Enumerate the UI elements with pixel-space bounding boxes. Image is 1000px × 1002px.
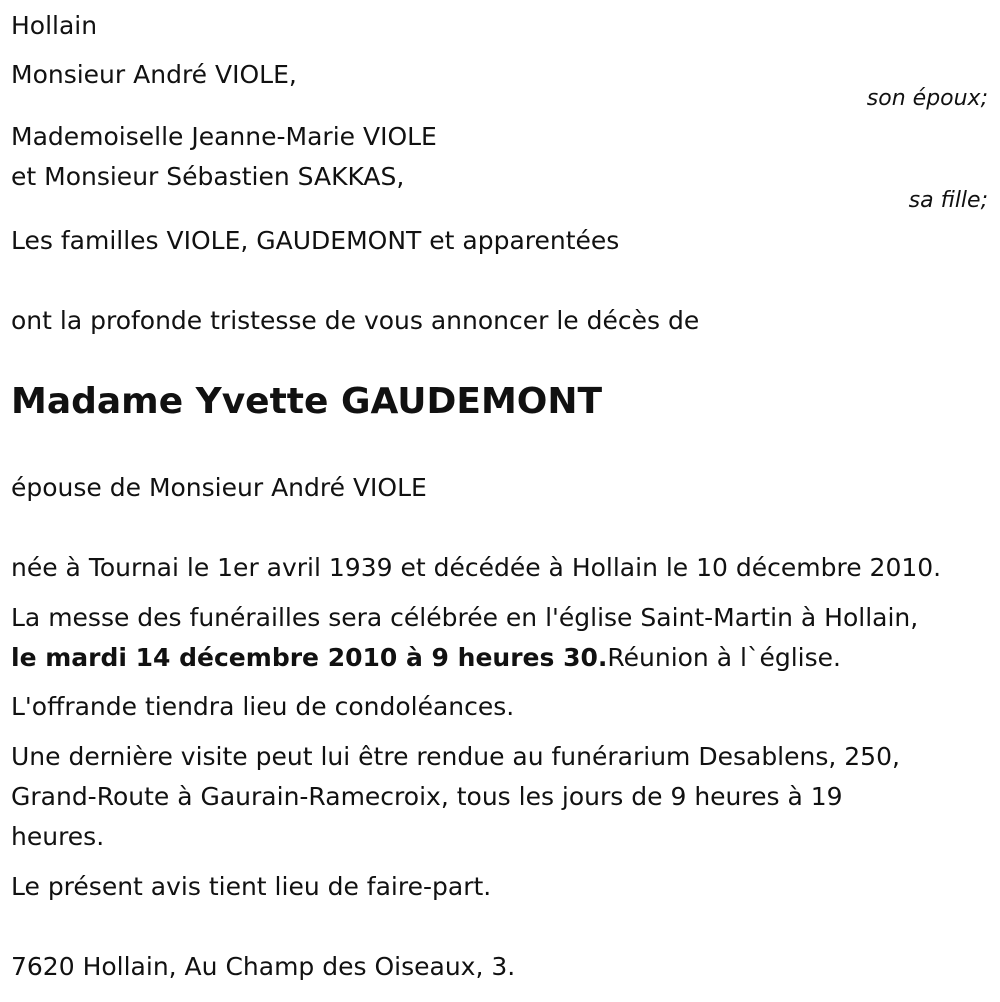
funeral-meeting: Réunion à l`église. <box>607 643 841 672</box>
announcement-text: ont la profonde tristesse de vous annoncer le décès de <box>11 306 700 335</box>
spouse-line: épouse de Monsieur André VIOLE <box>11 473 427 502</box>
funeral-date-line <box>11 643 841 673</box>
birth-death-line: née à Tournai le 1er avril 1939 et décédée à Hollain le 10 décembre 2010. <box>11 553 942 582</box>
visit-line-2: Grand-Route à Gaurain-Ramecroix, tous les jours de 9 heures à 19 <box>11 782 843 811</box>
daughter-partner: et Monsieur Sébastien SAKKAS, <box>11 162 405 191</box>
husband-name: Monsieur André VIOLE, <box>11 60 297 89</box>
place-header: Hollain <box>11 11 98 40</box>
daughter-name: Mademoiselle Jeanne-Marie VIOLE <box>11 122 437 151</box>
funeral-line: La messe des funérailles sera célébrée en l'église Saint-Martin à Hollain, <box>11 603 919 632</box>
daughter-role: sa fille; <box>908 188 988 213</box>
address-line: 7620 Hollain, Au Champ des Oiseaux, 3. <box>11 952 516 981</box>
notice-line: Le présent avis tient lieu de faire-part. <box>11 872 492 901</box>
funeral-date: le mardi 14 décembre 2010 à 9 heures 30. <box>11 643 608 672</box>
families-line: Les familles VIOLE, GAUDEMONT et apparentées <box>11 226 620 255</box>
visit-line-1: Une dernière visite peut lui être rendue au funérarium Desablens, 250, <box>11 742 900 771</box>
deceased-name: Madame Yvette GAUDEMONT <box>11 381 603 422</box>
husband-role: son époux; <box>866 86 988 111</box>
offering-line: L'offrande tiendra lieu de condoléances. <box>11 692 515 721</box>
visit-line-3: heures. <box>11 822 105 851</box>
